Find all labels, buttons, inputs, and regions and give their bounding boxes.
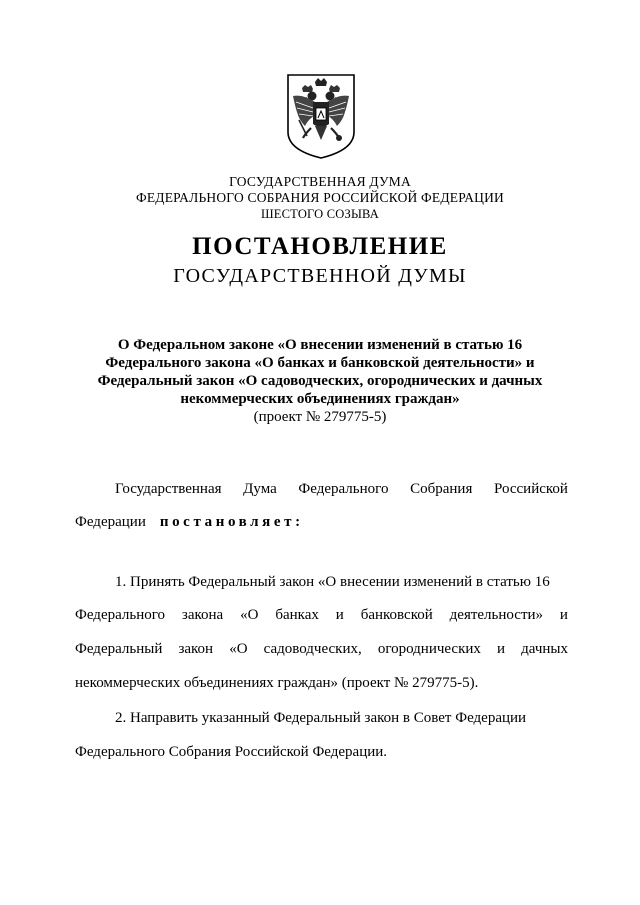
preamble-line-2 xyxy=(75,513,568,531)
subject-line-3: Федеральный закон «О садоводческих, огороднических и дачных xyxy=(97,373,543,389)
preamble-word: Федерального xyxy=(298,481,389,497)
item1-word: и xyxy=(335,607,344,623)
item1-word: закон xyxy=(178,641,214,657)
preamble-word: Государственная xyxy=(115,481,222,497)
item1-line-1: 1. Принять Федеральный закон «О внесении изменений в статью 16 xyxy=(115,574,550,590)
item1-word: дачных xyxy=(521,641,568,657)
preamble-word: Российской xyxy=(494,481,568,497)
item1-line-3 xyxy=(75,640,568,658)
item1-word: «О xyxy=(240,607,259,623)
item2-line-2: Федерального Собрания Российской Федерации. xyxy=(75,744,388,760)
item1-word: закона xyxy=(181,607,224,623)
header-federal-assembly: ФЕДЕРАЛЬНОГО СОБРАНИЯ РОССИЙСКОЙ ФЕДЕРАЦИИ xyxy=(136,190,504,205)
header-duma: ГОСУДАРСТВЕННАЯ ДУМА xyxy=(229,174,411,189)
subject-line-1: О Федеральном законе «О внесении изменений в статью 16 xyxy=(117,337,523,353)
item1-word: и xyxy=(559,607,568,623)
preamble-federation: Федерации xyxy=(75,514,146,530)
subject-line-2: Федерального закона «О банках и банковской деятельности» и xyxy=(105,355,535,371)
item1-word: деятельности» xyxy=(449,607,544,623)
item1-word: банковской xyxy=(360,607,433,623)
preamble-word: Собрания xyxy=(410,481,473,497)
item1-word: и xyxy=(497,641,506,657)
subject-line-4: некоммерческих объединениях граждан» xyxy=(180,391,460,407)
preamble-line-1 xyxy=(115,480,568,498)
item1-word: Федерального xyxy=(75,607,166,623)
item1-line-4: некоммерческих объединениях граждан» (проект № 279775-5). xyxy=(75,675,479,691)
project-number: (проект № 279775-5) xyxy=(253,409,387,425)
item1-word: садоводческих, xyxy=(263,641,362,657)
document-title: ПОСТАНОВЛЕНИЕ xyxy=(192,233,448,260)
item1-word: Федеральный xyxy=(75,641,163,657)
header-convocation: ШЕСТОГО СОЗЫВА xyxy=(260,207,380,221)
item1-word: огороднических xyxy=(377,641,481,657)
document-subtitle: ГОСУДАРСТВЕННОЙ ДУМЫ xyxy=(173,265,467,287)
preamble-word: Дума xyxy=(243,481,277,497)
item1-word: банках xyxy=(275,607,319,623)
item1-line-2 xyxy=(75,606,568,624)
coat-of-arms-emblem-icon xyxy=(285,72,357,160)
item2-line-1: 2. Направить указанный Федеральный закон в Совет Федерации xyxy=(115,710,527,726)
item1-word: «О xyxy=(229,641,248,657)
decree-word: постановляет: xyxy=(159,514,304,530)
